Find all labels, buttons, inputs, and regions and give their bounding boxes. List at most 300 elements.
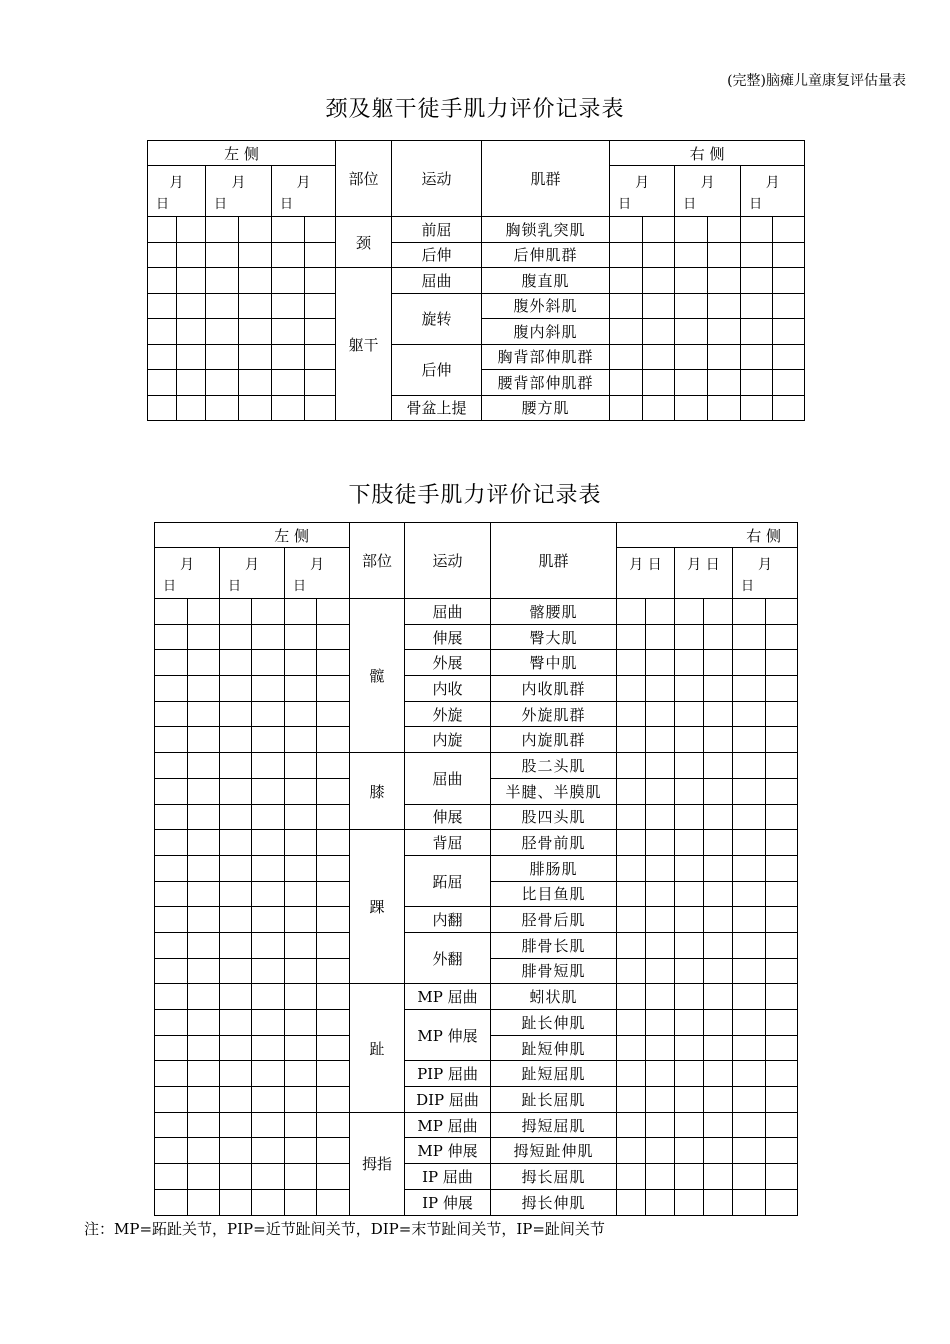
score-cell[interactable] bbox=[317, 1164, 350, 1190]
score-cell[interactable] bbox=[317, 958, 350, 984]
score-cell[interactable] bbox=[252, 727, 285, 753]
score-cell[interactable] bbox=[188, 650, 220, 676]
score-cell[interactable] bbox=[188, 778, 220, 804]
score-cell[interactable] bbox=[155, 650, 188, 676]
score-cell[interactable] bbox=[177, 217, 206, 243]
date-cell[interactable] bbox=[220, 548, 285, 599]
score-cell[interactable] bbox=[188, 727, 220, 753]
score-cell[interactable] bbox=[766, 1010, 798, 1036]
score-cell[interactable] bbox=[773, 293, 805, 319]
score-cell[interactable] bbox=[155, 727, 188, 753]
score-cell[interactable] bbox=[733, 984, 766, 1010]
score-cell[interactable] bbox=[741, 242, 773, 268]
score-cell[interactable] bbox=[285, 984, 317, 1010]
score-cell[interactable] bbox=[610, 370, 643, 396]
score-cell[interactable] bbox=[155, 932, 188, 958]
score-cell[interactable] bbox=[675, 268, 708, 294]
score-cell[interactable] bbox=[148, 344, 177, 370]
score-cell[interactable] bbox=[733, 907, 766, 933]
score-cell[interactable] bbox=[188, 1112, 220, 1138]
score-cell[interactable] bbox=[617, 804, 646, 830]
score-cell[interactable] bbox=[675, 753, 704, 779]
score-cell[interactable] bbox=[646, 701, 675, 727]
score-cell[interactable] bbox=[704, 1112, 733, 1138]
score-cell[interactable] bbox=[675, 932, 704, 958]
score-cell[interactable] bbox=[188, 804, 220, 830]
score-cell[interactable] bbox=[305, 268, 336, 294]
score-cell[interactable] bbox=[617, 599, 646, 625]
score-cell[interactable] bbox=[252, 624, 285, 650]
score-cell[interactable] bbox=[766, 907, 798, 933]
score-cell[interactable] bbox=[239, 344, 272, 370]
score-cell[interactable] bbox=[766, 1061, 798, 1087]
score-cell[interactable] bbox=[285, 701, 317, 727]
score-cell[interactable] bbox=[188, 984, 220, 1010]
score-cell[interactable] bbox=[617, 778, 646, 804]
score-cell[interactable] bbox=[285, 830, 317, 856]
score-cell[interactable] bbox=[317, 624, 350, 650]
score-cell[interactable] bbox=[704, 907, 733, 933]
score-cell[interactable] bbox=[188, 1189, 220, 1215]
score-cell[interactable] bbox=[148, 217, 177, 243]
score-cell[interactable] bbox=[617, 907, 646, 933]
score-cell[interactable] bbox=[272, 217, 305, 243]
score-cell[interactable] bbox=[155, 701, 188, 727]
score-cell[interactable] bbox=[155, 1035, 188, 1061]
score-cell[interactable] bbox=[220, 753, 252, 779]
score-cell[interactable] bbox=[617, 1010, 646, 1036]
score-cell[interactable] bbox=[643, 268, 675, 294]
score-cell[interactable] bbox=[239, 242, 272, 268]
score-cell[interactable] bbox=[675, 1061, 704, 1087]
score-cell[interactable] bbox=[188, 624, 220, 650]
date-cell[interactable] bbox=[741, 166, 805, 217]
score-cell[interactable] bbox=[155, 1164, 188, 1190]
score-cell[interactable] bbox=[766, 984, 798, 1010]
score-cell[interactable] bbox=[610, 268, 643, 294]
score-cell[interactable] bbox=[148, 293, 177, 319]
score-cell[interactable] bbox=[148, 370, 177, 396]
score-cell[interactable] bbox=[733, 804, 766, 830]
score-cell[interactable] bbox=[220, 1035, 252, 1061]
score-cell[interactable] bbox=[252, 676, 285, 702]
score-cell[interactable] bbox=[252, 1164, 285, 1190]
score-cell[interactable] bbox=[704, 1087, 733, 1113]
score-cell[interactable] bbox=[675, 624, 704, 650]
score-cell[interactable] bbox=[704, 778, 733, 804]
score-cell[interactable] bbox=[155, 881, 188, 907]
score-cell[interactable] bbox=[766, 958, 798, 984]
score-cell[interactable] bbox=[317, 727, 350, 753]
score-cell[interactable] bbox=[766, 830, 798, 856]
score-cell[interactable] bbox=[766, 804, 798, 830]
score-cell[interactable] bbox=[617, 1189, 646, 1215]
score-cell[interactable] bbox=[177, 344, 206, 370]
date-cell[interactable] bbox=[610, 166, 675, 217]
score-cell[interactable] bbox=[733, 599, 766, 625]
score-cell[interactable] bbox=[773, 370, 805, 396]
score-cell[interactable] bbox=[252, 907, 285, 933]
score-cell[interactable] bbox=[177, 370, 206, 396]
score-cell[interactable] bbox=[733, 650, 766, 676]
score-cell[interactable] bbox=[646, 1189, 675, 1215]
score-cell[interactable] bbox=[733, 727, 766, 753]
score-cell[interactable] bbox=[675, 778, 704, 804]
score-cell[interactable] bbox=[220, 984, 252, 1010]
score-cell[interactable] bbox=[617, 830, 646, 856]
score-cell[interactable] bbox=[741, 319, 773, 345]
score-cell[interactable] bbox=[188, 676, 220, 702]
score-cell[interactable] bbox=[155, 778, 188, 804]
score-cell[interactable] bbox=[704, 1061, 733, 1087]
score-cell[interactable] bbox=[617, 958, 646, 984]
score-cell[interactable] bbox=[766, 855, 798, 881]
score-cell[interactable] bbox=[675, 701, 704, 727]
score-cell[interactable] bbox=[646, 1087, 675, 1113]
score-cell[interactable] bbox=[252, 1010, 285, 1036]
score-cell[interactable] bbox=[733, 932, 766, 958]
score-cell[interactable] bbox=[155, 1010, 188, 1036]
score-cell[interactable] bbox=[643, 217, 675, 243]
score-cell[interactable] bbox=[646, 778, 675, 804]
score-cell[interactable] bbox=[766, 650, 798, 676]
score-cell[interactable] bbox=[766, 599, 798, 625]
score-cell[interactable] bbox=[646, 676, 675, 702]
score-cell[interactable] bbox=[610, 293, 643, 319]
score-cell[interactable] bbox=[252, 701, 285, 727]
score-cell[interactable] bbox=[206, 293, 239, 319]
score-cell[interactable] bbox=[317, 650, 350, 676]
score-cell[interactable] bbox=[188, 907, 220, 933]
score-cell[interactable] bbox=[317, 984, 350, 1010]
score-cell[interactable] bbox=[317, 1010, 350, 1036]
score-cell[interactable] bbox=[708, 242, 741, 268]
score-cell[interactable] bbox=[733, 881, 766, 907]
score-cell[interactable] bbox=[188, 1164, 220, 1190]
score-cell[interactable] bbox=[317, 778, 350, 804]
score-cell[interactable] bbox=[252, 958, 285, 984]
score-cell[interactable] bbox=[188, 1061, 220, 1087]
score-cell[interactable] bbox=[317, 599, 350, 625]
score-cell[interactable] bbox=[148, 242, 177, 268]
score-cell[interactable] bbox=[220, 1164, 252, 1190]
score-cell[interactable] bbox=[177, 395, 206, 421]
score-cell[interactable] bbox=[188, 1138, 220, 1164]
score-cell[interactable] bbox=[646, 1061, 675, 1087]
score-cell[interactable] bbox=[317, 1061, 350, 1087]
score-cell[interactable] bbox=[305, 293, 336, 319]
score-cell[interactable] bbox=[206, 370, 239, 396]
score-cell[interactable] bbox=[317, 1112, 350, 1138]
score-cell[interactable] bbox=[220, 958, 252, 984]
score-cell[interactable] bbox=[675, 242, 708, 268]
score-cell[interactable] bbox=[239, 268, 272, 294]
score-cell[interactable] bbox=[177, 293, 206, 319]
score-cell[interactable] bbox=[305, 370, 336, 396]
score-cell[interactable] bbox=[617, 855, 646, 881]
score-cell[interactable] bbox=[155, 753, 188, 779]
score-cell[interactable] bbox=[220, 1189, 252, 1215]
score-cell[interactable] bbox=[305, 242, 336, 268]
score-cell[interactable] bbox=[675, 804, 704, 830]
score-cell[interactable] bbox=[610, 217, 643, 243]
score-cell[interactable] bbox=[285, 1061, 317, 1087]
score-cell[interactable] bbox=[646, 1138, 675, 1164]
score-cell[interactable] bbox=[252, 650, 285, 676]
score-cell[interactable] bbox=[773, 319, 805, 345]
score-cell[interactable] bbox=[617, 1164, 646, 1190]
score-cell[interactable] bbox=[675, 984, 704, 1010]
score-cell[interactable] bbox=[252, 1112, 285, 1138]
score-cell[interactable] bbox=[766, 1164, 798, 1190]
score-cell[interactable] bbox=[675, 1164, 704, 1190]
score-cell[interactable] bbox=[675, 217, 708, 243]
score-cell[interactable] bbox=[741, 217, 773, 243]
score-cell[interactable] bbox=[285, 1087, 317, 1113]
score-cell[interactable] bbox=[704, 1164, 733, 1190]
score-cell[interactable] bbox=[220, 855, 252, 881]
score-cell[interactable] bbox=[766, 1035, 798, 1061]
score-cell[interactable] bbox=[617, 650, 646, 676]
score-cell[interactable] bbox=[675, 1035, 704, 1061]
score-cell[interactable] bbox=[220, 907, 252, 933]
score-cell[interactable] bbox=[317, 1087, 350, 1113]
score-cell[interactable] bbox=[704, 599, 733, 625]
score-cell[interactable] bbox=[252, 753, 285, 779]
score-cell[interactable] bbox=[220, 676, 252, 702]
score-cell[interactable] bbox=[285, 958, 317, 984]
score-cell[interactable] bbox=[646, 804, 675, 830]
score-cell[interactable] bbox=[733, 830, 766, 856]
score-cell[interactable] bbox=[285, 1010, 317, 1036]
score-cell[interactable] bbox=[733, 1010, 766, 1036]
date-cell[interactable] bbox=[285, 548, 350, 599]
score-cell[interactable] bbox=[646, 624, 675, 650]
score-cell[interactable] bbox=[617, 727, 646, 753]
score-cell[interactable] bbox=[285, 624, 317, 650]
score-cell[interactable] bbox=[272, 293, 305, 319]
score-cell[interactable] bbox=[285, 727, 317, 753]
score-cell[interactable] bbox=[675, 830, 704, 856]
score-cell[interactable] bbox=[766, 727, 798, 753]
date-cell[interactable] bbox=[148, 166, 206, 217]
score-cell[interactable] bbox=[733, 958, 766, 984]
score-cell[interactable] bbox=[317, 1035, 350, 1061]
score-cell[interactable] bbox=[252, 1035, 285, 1061]
score-cell[interactable] bbox=[317, 830, 350, 856]
score-cell[interactable] bbox=[675, 1189, 704, 1215]
score-cell[interactable] bbox=[220, 804, 252, 830]
score-cell[interactable] bbox=[643, 293, 675, 319]
score-cell[interactable] bbox=[675, 727, 704, 753]
score-cell[interactable] bbox=[220, 881, 252, 907]
score-cell[interactable] bbox=[317, 1138, 350, 1164]
score-cell[interactable] bbox=[646, 1010, 675, 1036]
score-cell[interactable] bbox=[206, 217, 239, 243]
score-cell[interactable] bbox=[675, 599, 704, 625]
score-cell[interactable] bbox=[220, 1112, 252, 1138]
score-cell[interactable] bbox=[285, 932, 317, 958]
score-cell[interactable] bbox=[206, 344, 239, 370]
score-cell[interactable] bbox=[766, 1138, 798, 1164]
score-cell[interactable] bbox=[206, 319, 239, 345]
score-cell[interactable] bbox=[766, 1189, 798, 1215]
date-cell[interactable] bbox=[272, 166, 336, 217]
score-cell[interactable] bbox=[675, 319, 708, 345]
score-cell[interactable] bbox=[188, 1035, 220, 1061]
score-cell[interactable] bbox=[155, 624, 188, 650]
score-cell[interactable] bbox=[285, 804, 317, 830]
score-cell[interactable] bbox=[617, 1035, 646, 1061]
score-cell[interactable] bbox=[220, 701, 252, 727]
score-cell[interactable] bbox=[708, 319, 741, 345]
score-cell[interactable] bbox=[733, 1138, 766, 1164]
score-cell[interactable] bbox=[317, 701, 350, 727]
score-cell[interactable] bbox=[272, 268, 305, 294]
score-cell[interactable] bbox=[773, 344, 805, 370]
score-cell[interactable] bbox=[220, 778, 252, 804]
score-cell[interactable] bbox=[252, 881, 285, 907]
score-cell[interactable] bbox=[766, 701, 798, 727]
date-cell[interactable] bbox=[675, 548, 733, 599]
score-cell[interactable] bbox=[646, 984, 675, 1010]
score-cell[interactable] bbox=[733, 855, 766, 881]
score-cell[interactable] bbox=[704, 881, 733, 907]
score-cell[interactable] bbox=[741, 344, 773, 370]
score-cell[interactable] bbox=[206, 395, 239, 421]
score-cell[interactable] bbox=[617, 1112, 646, 1138]
score-cell[interactable] bbox=[766, 1087, 798, 1113]
score-cell[interactable] bbox=[708, 268, 741, 294]
score-cell[interactable] bbox=[317, 932, 350, 958]
score-cell[interactable] bbox=[766, 1112, 798, 1138]
score-cell[interactable] bbox=[252, 1061, 285, 1087]
score-cell[interactable] bbox=[708, 293, 741, 319]
score-cell[interactable] bbox=[773, 395, 805, 421]
score-cell[interactable] bbox=[305, 217, 336, 243]
score-cell[interactable] bbox=[646, 830, 675, 856]
score-cell[interactable] bbox=[239, 319, 272, 345]
score-cell[interactable] bbox=[285, 650, 317, 676]
score-cell[interactable] bbox=[646, 1164, 675, 1190]
score-cell[interactable] bbox=[704, 676, 733, 702]
score-cell[interactable] bbox=[155, 1087, 188, 1113]
score-cell[interactable] bbox=[704, 624, 733, 650]
score-cell[interactable] bbox=[220, 1061, 252, 1087]
score-cell[interactable] bbox=[675, 395, 708, 421]
score-cell[interactable] bbox=[646, 932, 675, 958]
score-cell[interactable] bbox=[773, 268, 805, 294]
score-cell[interactable] bbox=[773, 217, 805, 243]
score-cell[interactable] bbox=[206, 242, 239, 268]
score-cell[interactable] bbox=[704, 932, 733, 958]
score-cell[interactable] bbox=[220, 624, 252, 650]
score-cell[interactable] bbox=[252, 855, 285, 881]
score-cell[interactable] bbox=[675, 1010, 704, 1036]
score-cell[interactable] bbox=[733, 676, 766, 702]
score-cell[interactable] bbox=[220, 1010, 252, 1036]
score-cell[interactable] bbox=[675, 293, 708, 319]
score-cell[interactable] bbox=[155, 1112, 188, 1138]
score-cell[interactable] bbox=[643, 319, 675, 345]
score-cell[interactable] bbox=[617, 1087, 646, 1113]
score-cell[interactable] bbox=[617, 753, 646, 779]
score-cell[interactable] bbox=[708, 217, 741, 243]
score-cell[interactable] bbox=[646, 907, 675, 933]
score-cell[interactable] bbox=[646, 958, 675, 984]
score-cell[interactable] bbox=[252, 1138, 285, 1164]
score-cell[interactable] bbox=[155, 830, 188, 856]
score-cell[interactable] bbox=[188, 1010, 220, 1036]
score-cell[interactable] bbox=[646, 1112, 675, 1138]
score-cell[interactable] bbox=[704, 984, 733, 1010]
score-cell[interactable] bbox=[610, 319, 643, 345]
score-cell[interactable] bbox=[272, 319, 305, 345]
date-cell[interactable] bbox=[733, 548, 798, 599]
score-cell[interactable] bbox=[704, 650, 733, 676]
score-cell[interactable] bbox=[643, 370, 675, 396]
score-cell[interactable] bbox=[766, 881, 798, 907]
score-cell[interactable] bbox=[675, 370, 708, 396]
score-cell[interactable] bbox=[148, 268, 177, 294]
score-cell[interactable] bbox=[766, 778, 798, 804]
score-cell[interactable] bbox=[188, 701, 220, 727]
score-cell[interactable] bbox=[252, 1087, 285, 1113]
score-cell[interactable] bbox=[675, 344, 708, 370]
score-cell[interactable] bbox=[155, 855, 188, 881]
score-cell[interactable] bbox=[252, 804, 285, 830]
score-cell[interactable] bbox=[675, 907, 704, 933]
score-cell[interactable] bbox=[675, 1138, 704, 1164]
score-cell[interactable] bbox=[704, 701, 733, 727]
score-cell[interactable] bbox=[317, 804, 350, 830]
score-cell[interactable] bbox=[155, 1061, 188, 1087]
score-cell[interactable] bbox=[617, 676, 646, 702]
score-cell[interactable] bbox=[741, 293, 773, 319]
score-cell[interactable] bbox=[617, 932, 646, 958]
score-cell[interactable] bbox=[317, 881, 350, 907]
score-cell[interactable] bbox=[285, 1138, 317, 1164]
score-cell[interactable] bbox=[285, 676, 317, 702]
score-cell[interactable] bbox=[704, 804, 733, 830]
score-cell[interactable] bbox=[285, 599, 317, 625]
score-cell[interactable] bbox=[708, 370, 741, 396]
score-cell[interactable] bbox=[617, 881, 646, 907]
score-cell[interactable] bbox=[617, 1138, 646, 1164]
score-cell[interactable] bbox=[285, 855, 317, 881]
score-cell[interactable] bbox=[188, 599, 220, 625]
score-cell[interactable] bbox=[285, 1112, 317, 1138]
score-cell[interactable] bbox=[220, 830, 252, 856]
score-cell[interactable] bbox=[610, 242, 643, 268]
score-cell[interactable] bbox=[733, 1189, 766, 1215]
score-cell[interactable] bbox=[646, 650, 675, 676]
score-cell[interactable] bbox=[155, 958, 188, 984]
score-cell[interactable] bbox=[188, 753, 220, 779]
score-cell[interactable] bbox=[646, 753, 675, 779]
score-cell[interactable] bbox=[704, 830, 733, 856]
score-cell[interactable] bbox=[252, 984, 285, 1010]
score-cell[interactable] bbox=[252, 932, 285, 958]
date-cell[interactable] bbox=[206, 166, 272, 217]
score-cell[interactable] bbox=[317, 855, 350, 881]
score-cell[interactable] bbox=[646, 599, 675, 625]
score-cell[interactable] bbox=[646, 727, 675, 753]
score-cell[interactable] bbox=[733, 1061, 766, 1087]
score-cell[interactable] bbox=[675, 676, 704, 702]
score-cell[interactable] bbox=[704, 958, 733, 984]
score-cell[interactable] bbox=[741, 370, 773, 396]
